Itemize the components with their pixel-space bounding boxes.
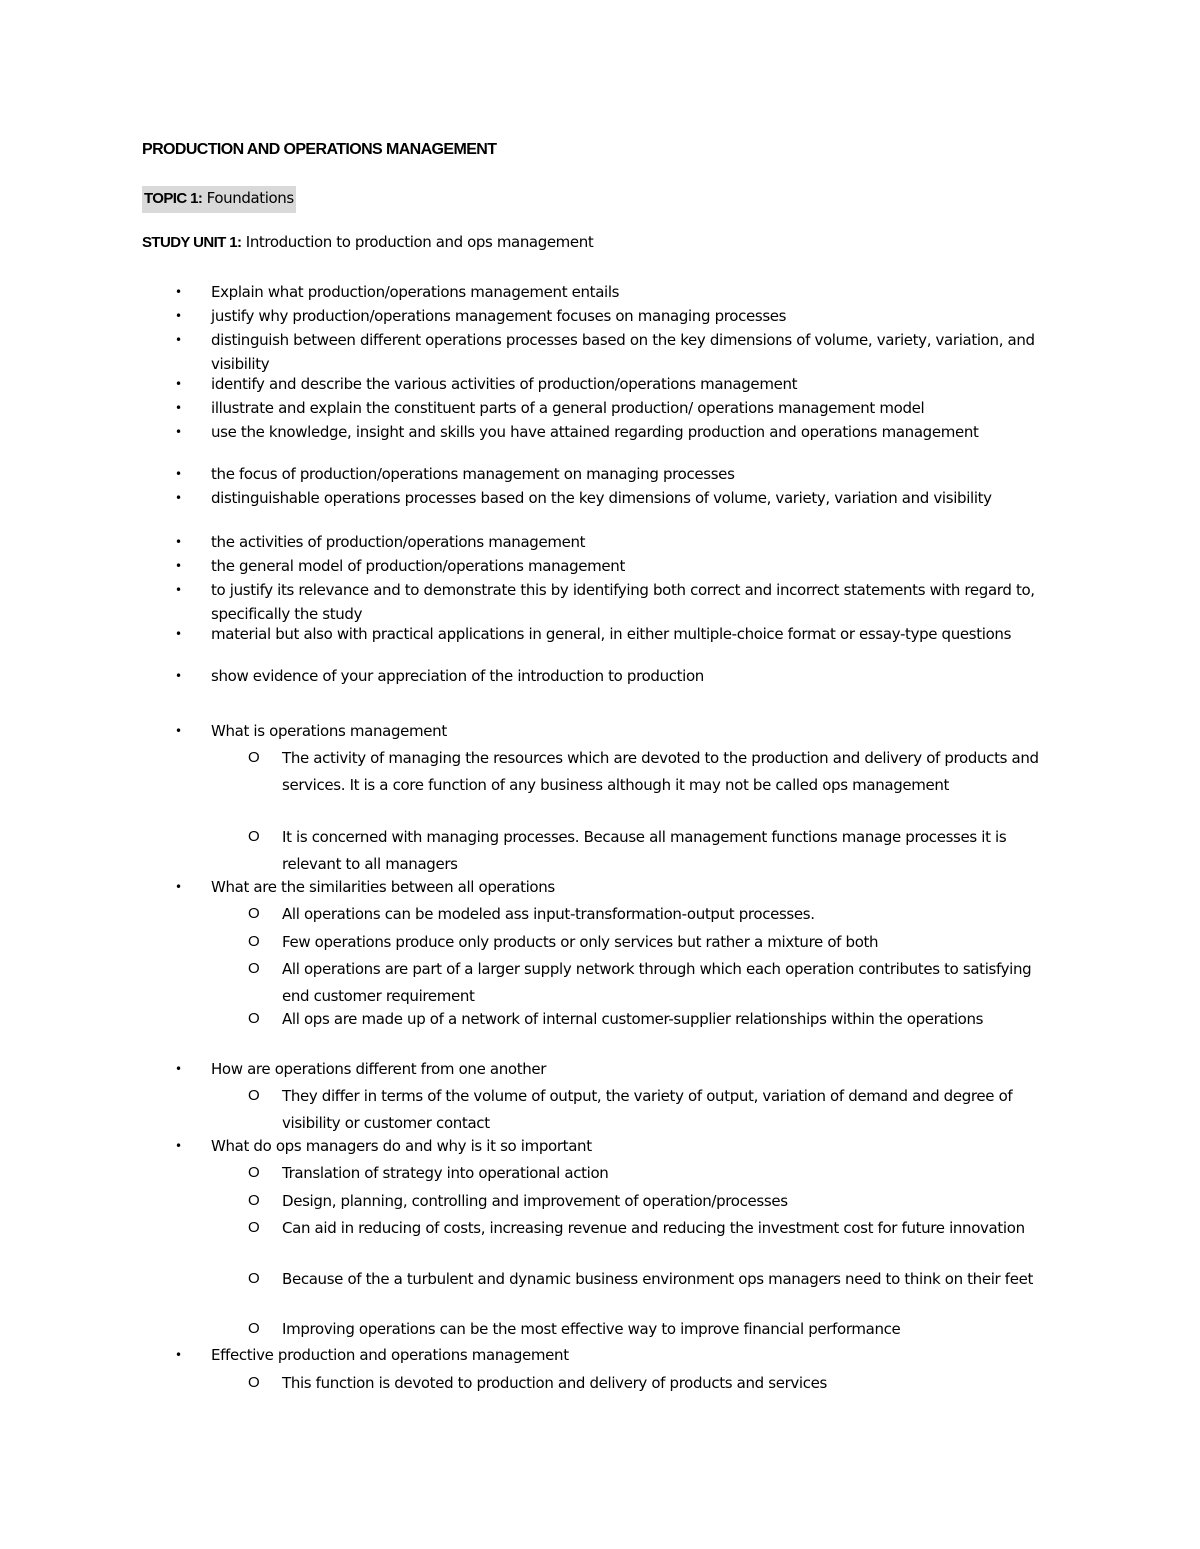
topic-text: Foundations [202, 189, 294, 207]
question-item: Effective production and operations management [211, 1346, 569, 1364]
bullet-marker: • [175, 309, 183, 323]
study-unit-label: STUDY UNIT 1: [142, 234, 242, 251]
bullet-marker: • [175, 285, 183, 299]
bullet-marker: • [175, 627, 183, 641]
answer-point: Design, planning, controlling and improvement of operation/processes [282, 1192, 788, 1210]
bullet-marker: • [175, 669, 183, 683]
objective-item: identify and describe the various activities of production/operations management [211, 375, 798, 393]
sub-bullet-marker: O [248, 960, 260, 977]
objective-item: the focus of production/operations management on managing processes [211, 465, 735, 483]
bullet-marker: • [175, 1139, 183, 1153]
bullet-marker: • [175, 401, 183, 415]
answer-point: All ops are made up of a network of internal customer-supplier relationships within the operations [282, 1010, 984, 1028]
answer-point: Can aid in reducing of costs, increasing revenue and reducing the investment cost for future innovation [282, 1219, 1025, 1237]
sub-bullet-marker: O [248, 1219, 260, 1236]
answer-point: Translation of strategy into operational action [282, 1164, 609, 1182]
sub-bullet-marker: O [248, 1320, 260, 1337]
sub-bullet-marker: O [248, 749, 260, 766]
sub-bullet-marker: O [248, 1087, 260, 1104]
objective-item: justify why production/operations management focuses on managing processes [211, 307, 787, 325]
objective-item: distinguish between different operations processes based on the key dimensions of volume, variety, variation, and visibility [211, 331, 1035, 373]
sub-bullet-marker: O [248, 933, 260, 950]
question-item: What is operations management [211, 722, 447, 740]
bullet-marker: • [175, 1348, 183, 1362]
objective-item: material but also with practical applications in general, in either multiple-choice format or essay-type questions [211, 625, 1012, 643]
answer-point: Because of the a turbulent and dynamic business environment ops managers need to think on their feet [282, 1270, 1033, 1288]
sub-bullet-marker: O [248, 1192, 260, 1209]
objective-item: Explain what production/operations management entails [211, 283, 620, 301]
bullet-marker: • [175, 425, 183, 439]
question-item: What do ops managers do and why is it so important [211, 1137, 592, 1155]
objective-item: to justify its relevance and to demonstrate this by identifying both correct and incorrect statements with regard to, specifically the study [211, 581, 1035, 623]
bullet-marker: • [175, 535, 183, 549]
objective-item: the general model of production/operations management [211, 557, 625, 575]
answer-point: The activity of managing the resources which are devoted to the production and delivery of products and services. It is a core function of any business although it may not be called ops management [282, 749, 1039, 794]
answer-point: All operations are part of a larger supply network through which each operation contributes to satisfying end customer requirement [282, 960, 1032, 1005]
question-item: What are the similarities between all operations [211, 878, 555, 896]
study-unit-heading [142, 233, 593, 251]
answer-point: Improving operations can be the most effective way to improve financial performance [282, 1320, 901, 1338]
bullet-marker: • [175, 1062, 183, 1076]
objective-item: the activities of production/operations management [211, 533, 586, 551]
answer-point: This function is devoted to production and delivery of products and services [282, 1374, 827, 1392]
sub-bullet-marker: O [248, 1010, 260, 1027]
bullet-marker: • [175, 724, 183, 738]
bullet-marker: • [175, 880, 183, 894]
sub-bullet-marker: O [248, 905, 260, 922]
objective-item: distinguishable operations processes based on the key dimensions of volume, variety, variation and visibility [211, 489, 992, 507]
question-item: How are operations different from one another [211, 1060, 547, 1078]
answer-point: All operations can be modeled ass input-transformation-output processes. [282, 905, 815, 923]
objective-item: show evidence of your appreciation of the introduction to production [211, 667, 704, 685]
bullet-marker: • [175, 377, 183, 391]
objective-item: illustrate and explain the constituent parts of a general production/ operations management model [211, 399, 925, 417]
topic-label: TOPIC 1: [144, 190, 203, 207]
sub-bullet-marker: O [248, 828, 260, 845]
bullet-marker: • [175, 583, 183, 597]
sub-bullet-marker: O [248, 1374, 260, 1391]
document-title: PRODUCTION AND OPERATIONS MANAGEMENT [142, 141, 497, 158]
topic-heading [142, 186, 296, 213]
bullet-marker: • [175, 333, 183, 347]
bullet-marker: • [175, 467, 183, 481]
study-unit-text: Introduction to production and ops management [241, 233, 594, 251]
answer-point: Few operations produce only products or only services but rather a mixture of both [282, 933, 879, 951]
sub-bullet-marker: O [248, 1164, 260, 1181]
bullet-marker: • [175, 491, 183, 505]
answer-point: They differ in terms of the volume of output, the variety of output, variation of demand and degree of visibility or customer contact [282, 1087, 1013, 1132]
bullet-marker: • [175, 559, 183, 573]
objective-item: use the knowledge, insight and skills you have attained regarding production and operations management [211, 423, 979, 441]
answer-point: It is concerned with managing processes. Because all management functions manage processes it is relevant to all managers [282, 828, 1007, 873]
sub-bullet-marker: O [248, 1270, 260, 1287]
